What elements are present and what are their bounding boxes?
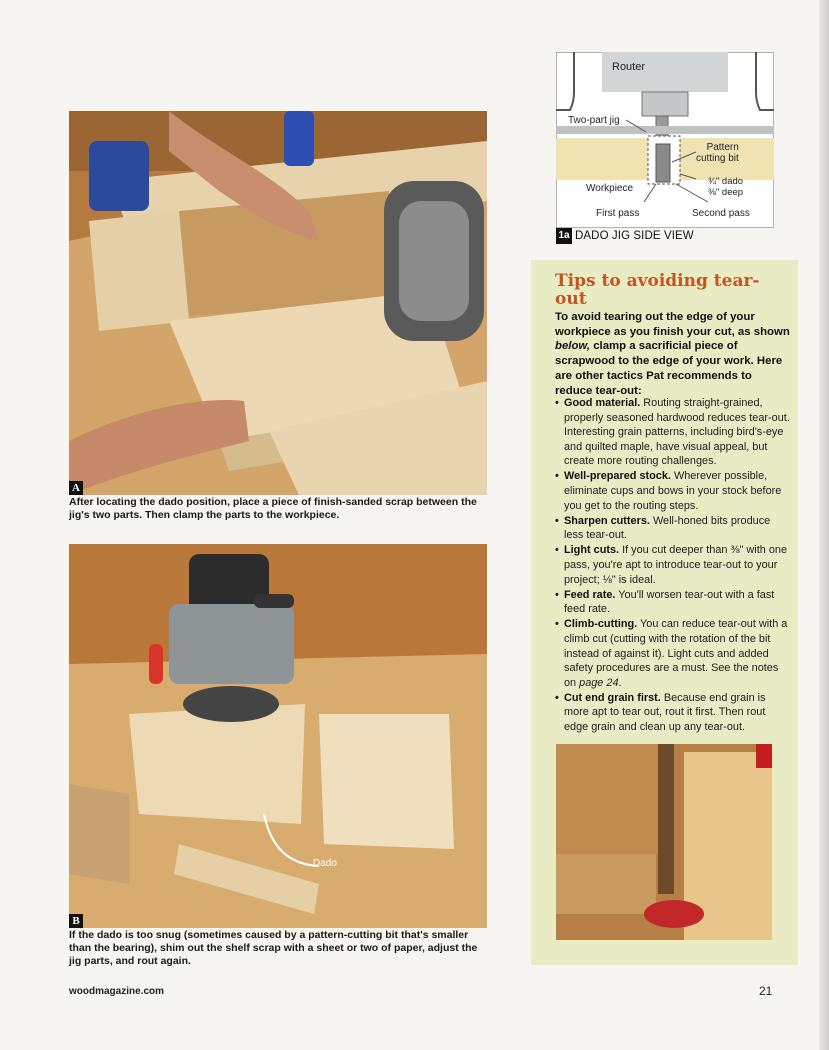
tip-item xyxy=(555,617,792,690)
diagram-workpiece-label: Workpiece xyxy=(586,183,634,194)
tips-title: Tips to avoiding tear-out xyxy=(555,271,760,309)
dado-callout: Dado xyxy=(313,858,337,869)
tips-intro-part-1: To avoid tearing out the edge of your workpiece as you finish your cut, as shown xyxy=(555,311,790,338)
page-number: 21 xyxy=(759,984,773,998)
photo-a-letter: A xyxy=(69,481,83,495)
diagram-first-pass-label: First pass xyxy=(596,208,640,219)
diagram-second-pass-label: Second pass xyxy=(692,208,750,219)
tip-text: You can reduce tear-out with a climb cut (cutting with the rotation of the bit instead of against it). Light cuts and added safety procedures are a must. See the notes on xyxy=(564,618,788,689)
tip-item xyxy=(555,396,792,469)
tips-intro-emphasis: below, xyxy=(555,340,591,353)
tips-intro-part-2: clamp a sacrificial piece of scrapwood to the edge of your work. Here are other tactics Pat recommends to reduce tear-out: xyxy=(555,340,783,397)
dado-jig-diagram xyxy=(556,52,774,244)
tip-text: Routing straight-grained, properly seasoned hardwood reduces tear-out. Interesting grain patterns, including bird's-eye and quilted maple, have visual appeal, but create more routing challenges. xyxy=(564,397,790,468)
tip-heading: Good material. xyxy=(564,397,641,409)
tip-item xyxy=(555,588,792,617)
footer-url[interactable]: woodmagazine.com xyxy=(69,986,165,997)
tip-tail: . xyxy=(618,676,622,689)
tip-item xyxy=(555,469,792,513)
diagram-badge: 1a xyxy=(556,228,572,244)
tip-item xyxy=(555,514,792,543)
diagram-pattern-bit-label: Pattern cutting bit xyxy=(696,142,739,164)
tip-heading: Feed rate. xyxy=(564,588,616,601)
photo-a xyxy=(69,111,487,495)
tip-item xyxy=(555,543,792,587)
tip-heading: Sharpen cutters. xyxy=(564,514,650,527)
tip-text: Wherever possible, eliminate cups and bows in your stock before you get to the routing steps. xyxy=(564,470,782,512)
tip-heading: Climb-cutting. xyxy=(564,618,638,631)
tip-heading: Light cuts. xyxy=(564,544,620,557)
tip-text: Well-honed bits produce less tear-out. xyxy=(564,514,771,542)
tip-heading: Cut end grain first. xyxy=(564,691,661,704)
tip-text: If you cut deeper than ⅜" with one pass, you're apt to introduce tear-out to your project; ⅛" is ideal. xyxy=(564,544,788,586)
tip-text: Because end grain is more apt to tear out, rout it first. Then rout edge grain and clean up any tear-out. xyxy=(564,691,766,734)
tip-item xyxy=(555,691,792,735)
diagram-title-text: DADO JIG SIDE VIEW xyxy=(575,230,694,242)
diagram-dado-size-label: ¾" dado ⅜" deep xyxy=(708,176,744,198)
diagram-router-label: Router xyxy=(612,61,646,73)
tip-heading: Well-prepared stock. xyxy=(564,470,671,483)
photo-tearout xyxy=(556,744,772,940)
tips-list xyxy=(555,396,792,735)
tips-intro xyxy=(555,310,791,398)
diagram-two-part-jig-label: Two-part jig xyxy=(568,115,620,126)
tip-text: You'll worsen tear-out with a fast feed rate. xyxy=(564,588,775,616)
photo-b-letter: B xyxy=(69,914,83,928)
photo-b-caption: If the dado is too snug (sometimes caused by a pattern-cutting bit that's smaller than the bearing), shim out the shelf scrap with a sheet or two of paper, adjust the jig parts, and rout again. xyxy=(69,929,478,967)
photo-b xyxy=(69,544,487,928)
diagram-title xyxy=(556,228,694,244)
page-edge-shadow xyxy=(819,0,829,1050)
tip-page-ref: page 24 xyxy=(579,676,619,689)
photo-a-caption: After locating the dado position, place a piece of finish-sanded scrap between the jig's two parts. Then clamp the parts to the workpiece. xyxy=(69,496,477,521)
